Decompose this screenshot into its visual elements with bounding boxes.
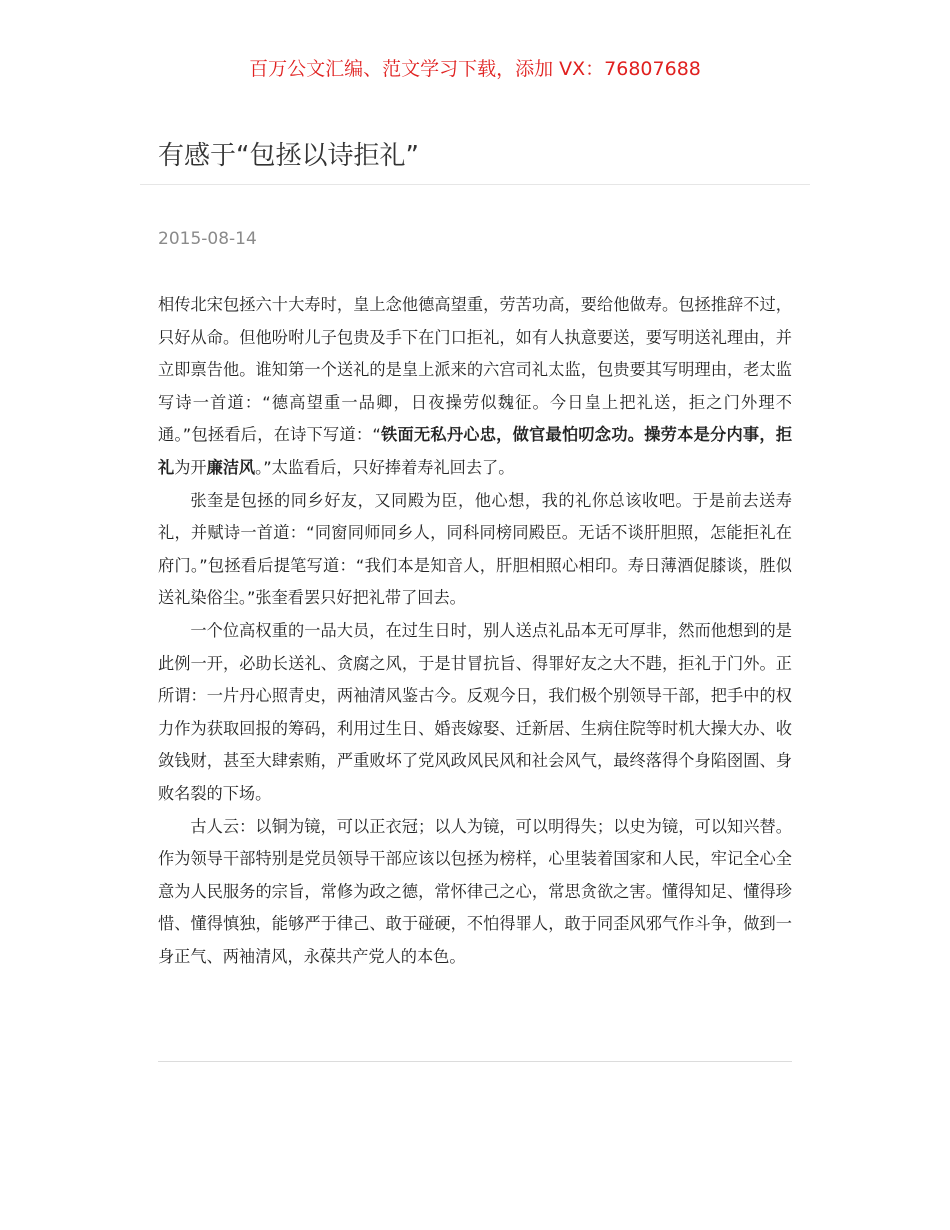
article-title: 有感于“包拯以诗拒礼” [158,141,419,171]
article-paragraph [158,811,792,974]
publish-date: 2015-08-14 [158,229,257,249]
bold-text: 廉洁风 [206,457,256,477]
bold-text: 铁面无私丹心忠，做官最怕叨念功。操劳本是分内事，拒礼 [158,425,793,477]
paragraph-text: 古人云：以铜为镜，可以正衣冠；以人为镜，可以明得失；以史为镜，可以知兴替。作为领导干部特别是党员领导干部应该以包拯为榜样，心里装着国家和人民，牢记全心全意为人民服务的宗旨，常修为政之德，常怀律己之心，常思贪欲之害。懂得知足、懂得珍惜、懂得慎独，能够严于律己、敢于碰硬，不怕得罪人，敢于同歪风邪气作斗争，做到一身正气、两袖清风，永葆共产党人的本色。 [158,816,792,966]
paragraph-text: 。”太监看后，只好捧着寿礼回去了。 [255,457,515,477]
download-banner: 百万公文汇编、范文学习下载，添加 VX：76807688 [249,58,701,80]
title-divider [140,184,810,185]
paragraph-text: 为开 [174,457,207,477]
paragraph-text: 相传北宋包拯六十大寿时，皇上念他德高望重，劳苦功高，要给他做寿。包拯推辞不过，只好从命。但他吩咐儿子包贵及手下在门口拒礼，如有人执意要送，要写明送礼理由，并立即禀告他。谁知第一个送礼的是皇上派来的六宫司礼太监，包贵要其写明理由，老太监写诗一首道：“德高望重一品卿，日夜操劳似魏征。今日皇上把礼送，拒之门外理不通。”包拯看后，在诗下写道：“ [158,295,792,445]
footer-divider [158,1061,792,1062]
paragraph-text: 一个位高权重的一品大员，在过生日时，别人送点礼品本无可厚非，然而他想到的是此例一开，必助长送礼、贪腐之风，于是甘冒抗旨、得罪好友之大不韪，拒礼于门外。正所谓：一片丹心照青史，两袖清风鉴古今。反观今日，我们极个别领导干部，把手中的权力作为获取回报的筹码，利用过生日、婚丧嫁娶、迁新居、生病住院等时机大操大办、收敛钱财，甚至大肆索贿，严重败坏了党风政风民风和社会风气，最终落得个身陷囹圄、身败名裂的下场。 [158,620,792,803]
article-body [158,289,792,973]
article-paragraph [158,485,792,615]
article-paragraph [158,615,792,811]
paragraph-text: 张奎是包拯的同乡好友，又同殿为臣，他心想，我的礼你总该收吧。于是前去送寿礼，并赋诗一首道：“同窗同师同乡人，同科同榜同殿臣。无话不谈肝胆照，怎能拒礼在府门。”包拯看后提笔写道：“我们本是知音人，肝胆相照心相印。寿日薄酒促膝谈，胜似送礼染俗尘。”张奎看罢只好把礼带了回去。 [158,490,792,608]
article-paragraph [158,289,792,485]
